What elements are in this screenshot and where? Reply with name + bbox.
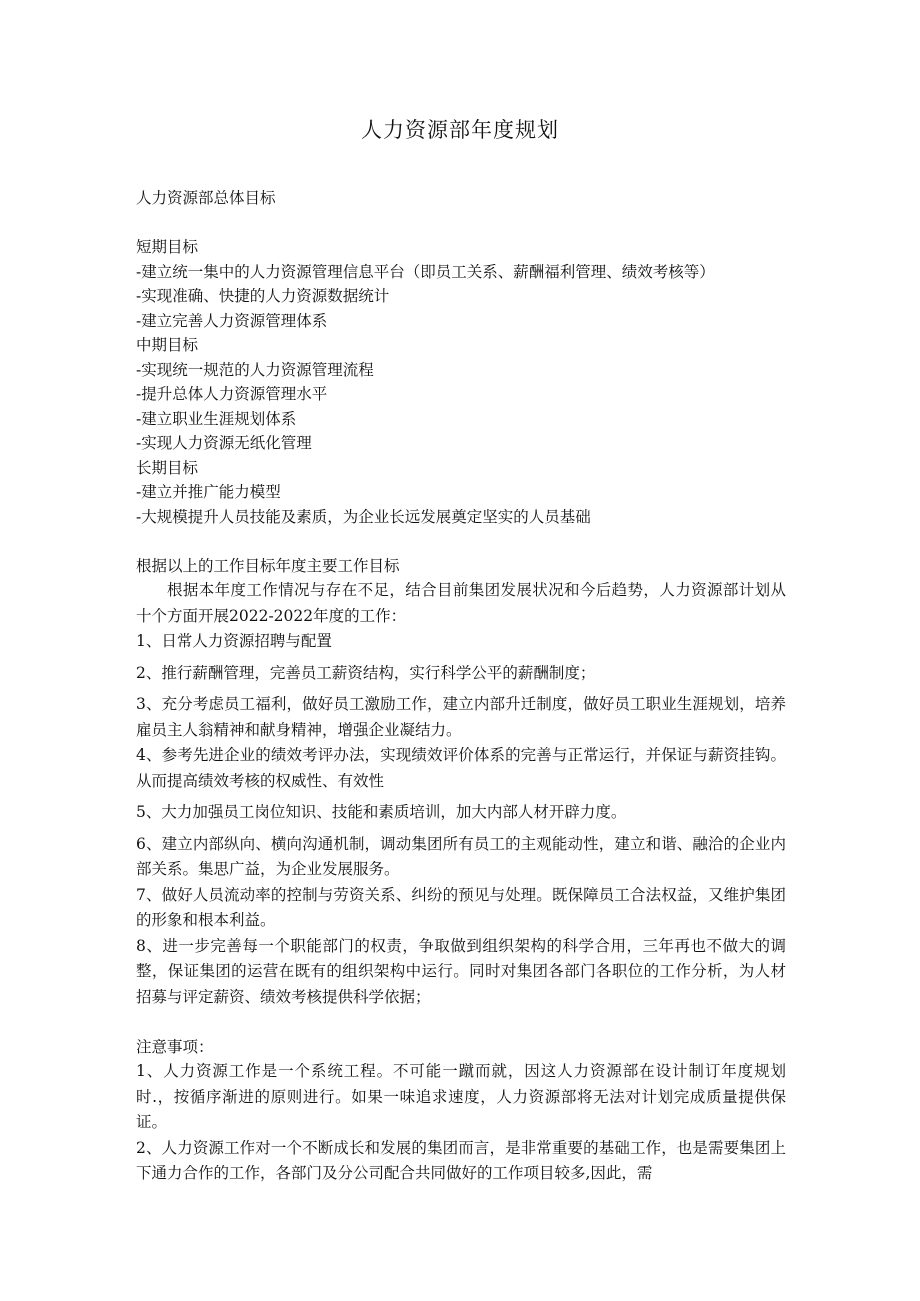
- short-term-heading: 短期目标: [136, 238, 199, 256]
- blank-line: [136, 211, 786, 236]
- annual-item: 5、大力加强员工岗位知识、技能和素质培训，加大内部人材开辟力度。: [136, 803, 627, 821]
- long-term-item: -建立并推广能力模型: [136, 483, 281, 501]
- mid-term-item: -建立职业生涯规划体系: [136, 409, 297, 428]
- mid-term-item: -提升总体人力资源管理水平: [136, 385, 328, 403]
- annual-item: 8、进一步完善每一个职能部门的权责，争取做到组织架构的科学合用，三年再也不做大的调整，保证集团的运营在既有的组织架构中运行。同时对集团各部门各职位的工作分析，为人材招募与评定薪资、绩效考核提供科学依据；: [136, 936, 786, 1006]
- short-term-item: -建立统一集中的人力资源管理信息平台（即员工关系、薪酬福利管理、绩效考核等）: [136, 262, 715, 281]
- mid-term-item: -实现人力资源无纸化管理: [136, 434, 312, 452]
- annual-item: 2、推行薪酬管理，完善员工薪资结构，实行科学公平的薪酬制度；: [136, 663, 596, 682]
- long-term-item: -大规模提升人员技能及素质，为企业长远发展奠定坚实的人员基础: [136, 507, 591, 526]
- short-term-item: -实现准确、快捷的人力资源数据统计: [136, 287, 390, 305]
- annual-item: 7、做好人员流动率的控制与劳资关系、纠纷的预见与处理。既保障员工合法权益，又维护集团的形象和根本利益。: [136, 885, 786, 929]
- document-body: [136, 186, 786, 1187]
- document-title: 人力资源部年度规划: [361, 118, 559, 142]
- annual-item: 3、充分考虑员工福利，做好员工激励工作，建立内部升迁制度，做好员工职业生涯规划，培养雇员主人翁精神和献身精神，增强企业凝结力。: [136, 695, 786, 739]
- notes-item: 1、人力资源工作是一个系统工程。不可能一蹴而就，因这人力资源部在设计制订年度规划时.，按循序渐进的原则进行。如果一味追求速度，人力资源部将无法对计划完成质量提供保证。: [136, 1062, 786, 1131]
- long-term-heading: 长期目标: [136, 458, 199, 477]
- annual-intro-paragraph: 根据本年度工作情况与存在不足，结合目前集团发展状况和今后趋势，人力资源部计划从十个方面开展2022-2022年度的工作：: [136, 581, 786, 625]
- annual-goals-heading: 根据以上的工作目标年度主要工作目标: [136, 556, 400, 575]
- annual-item: 6、建立内部纵向、横向沟通机制，调动集团所有员工的主观能动性，建立和谐、融洽的企业内部关系。集思广益，为企业发展服务。: [136, 834, 786, 878]
- annual-item: 4、参考先进企业的绩效考评办法，实现绩效评价体系的完善与正常运行，并保证与薪资挂钩。从而提高绩效考核的权威性、有效性: [136, 746, 786, 790]
- mid-term-heading: 中期目标: [136, 336, 199, 354]
- blank-line: [136, 1010, 786, 1035]
- overall-goal-heading: 人力资源部总体目标: [136, 189, 276, 207]
- blank-line: [136, 529, 786, 554]
- annual-item: 1、日常人力资源招聘与配置: [136, 632, 332, 650]
- notes-heading: 注意事项：: [136, 1037, 214, 1056]
- notes-item: 2、人力资源工作对一个不断成长和发展的集团而言，是非常重要的基础工作，也是需要集团上下通力合作的工作，各部门及分公司配合共同做好的工作项目较多,因此，需: [136, 1138, 786, 1182]
- mid-term-item: -实现统一规范的人力资源管理流程: [136, 360, 374, 379]
- short-term-item: -建立完善人力资源管理体系: [136, 311, 328, 330]
